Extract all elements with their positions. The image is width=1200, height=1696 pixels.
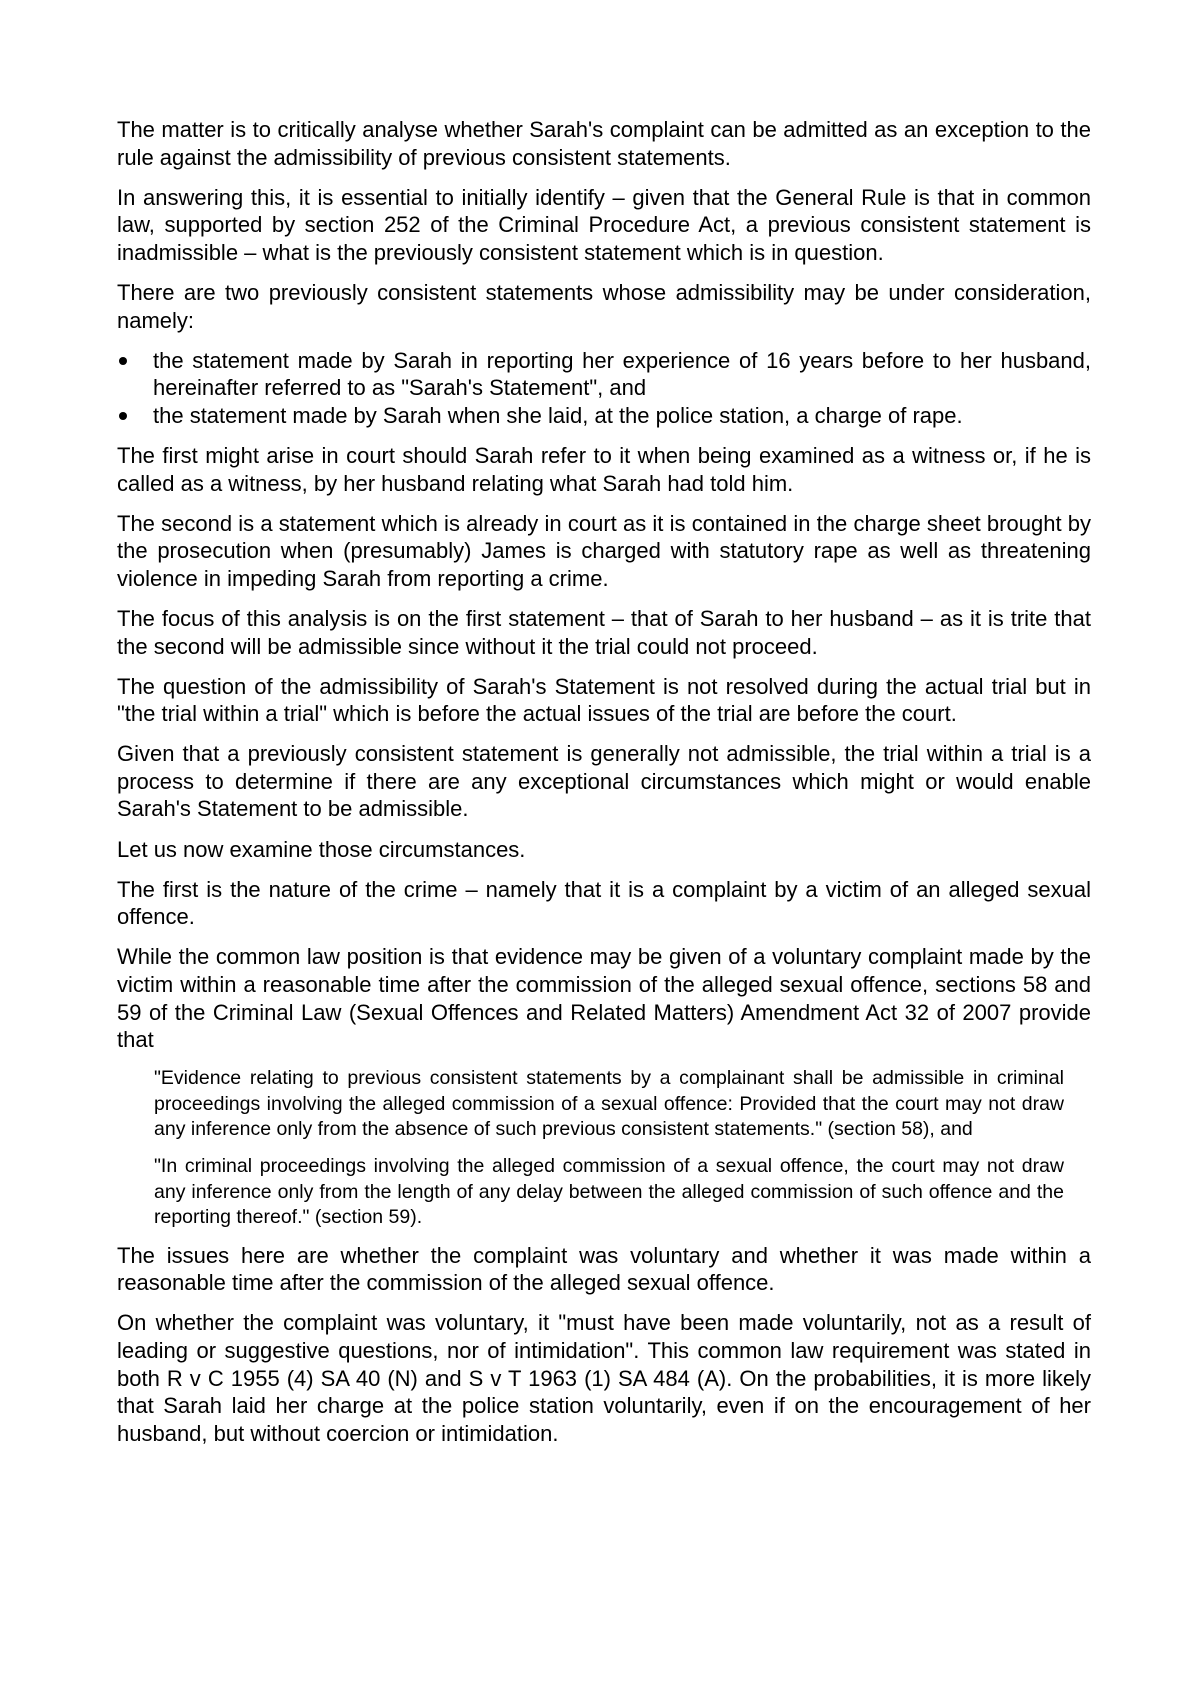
quote-section-58: "Evidence relating to previous consistent statements by a complainant shall be admissible in criminal proceedings involving the alleged commission of a sexual offence: Provided that the court may not draw any inference only from the absence of such previous consistent statements." (section 58), and — [154, 1067, 1064, 1141]
bullet-icon — [119, 412, 127, 420]
paragraph-examine: Let us now examine those circumstances. — [117, 836, 526, 862]
document-page — [117, 116, 1091, 1460]
paragraph-common-law: While the common law position is that evidence may be given of a voluntary complaint made by the victim within a reasonable time after the commission of the alleged sexual offence, sections 58 and 59 of the Criminal Law (Sexual Offences and Related Matters) Amendment Act 32 of 2007 provide that — [117, 944, 1091, 1053]
paragraph-two-statements: There are two previously consistent statements whose admissibility may be under consideration, namely: — [117, 279, 1091, 333]
paragraph-second-statement: The second is a statement which is already in court as it is contained in the charge sheet brought by the prosecution when (presumably) James is charged with statutory rape as well as threatening violence in impeding Sarah from reporting a crime. — [117, 510, 1091, 591]
bullet-icon — [119, 357, 127, 365]
paragraph-first-statement: The first might arise in court should Sarah refer to it when being examined as a witness or, if he is called as a witness, by her husband relating what Sarah had told him. — [117, 442, 1091, 496]
paragraph-nature-of-crime: The first is the nature of the crime – namely that it is a complaint by a victim of an alleged sexual offence. — [117, 876, 1091, 930]
paragraph-focus: The focus of this analysis is on the first statement – that of Sarah to her husband – as it is trite that the second will be admissible since without it the trial could not proceed. — [117, 605, 1091, 659]
quote-section-59: "In criminal proceedings involving the alleged commission of a sexual offence, the court may not draw any inference only from the length of any delay between the alleged commission of such offence and the reporting thereof." (section 59). — [154, 1155, 1064, 1229]
paragraph-exceptional-circumstances: Given that a previously consistent statement is generally not admissible, the trial within a trial is a process to determine if there are any exceptional circumstances which might or would enable Sarah's Statement to be admissible. — [117, 741, 1091, 822]
statements-list — [117, 347, 1091, 430]
list-item — [117, 402, 1091, 430]
paragraph-trial-within-trial: The question of the admissibility of Sarah's Statement is not resolved during the actual trial but in "the trial within a trial" which is before the actual issues of the trial are before the court. — [117, 673, 1091, 727]
paragraph-issues: The issues here are whether the complaint was voluntary and whether it was made within a reasonable time after the commission of the alleged sexual offence. — [117, 1242, 1091, 1296]
paragraph-intro: The matter is to critically analyse whether Sarah's complaint can be admitted as an exception to the rule against the admissibility of previous consistent statements. — [117, 117, 1091, 170]
paragraph-general-rule: In answering this, it is essential to initially identify – given that the General Rule is that in common law, supported by section 252 of the Criminal Procedure Act, a previous consistent statement is inadmissible – what is the previously consistent statement which is in question. — [117, 184, 1091, 265]
paragraph-voluntary: On whether the complaint was voluntary, it "must have been made voluntarily, not as a result of leading or suggestive questions, nor of intimidation". This common law requirement was stated in both R v C 1955 (4) SA 40 (N) and S v T 1963 (1) SA 484 (A). On the probabilities, it is more likely that Sarah laid her charge at the police station voluntarily, even if on the encouragement of her husband, but without coercion or intimidation. — [117, 1310, 1091, 1446]
list-item — [117, 347, 1091, 402]
list-item-text: the statement made by Sarah in reporting her experience of 16 years before to her husband, hereinafter referred to as "Sarah's Statement", and — [153, 347, 1091, 401]
list-item-text: the statement made by Sarah when she laid, at the police station, a charge of rape. — [153, 402, 963, 428]
